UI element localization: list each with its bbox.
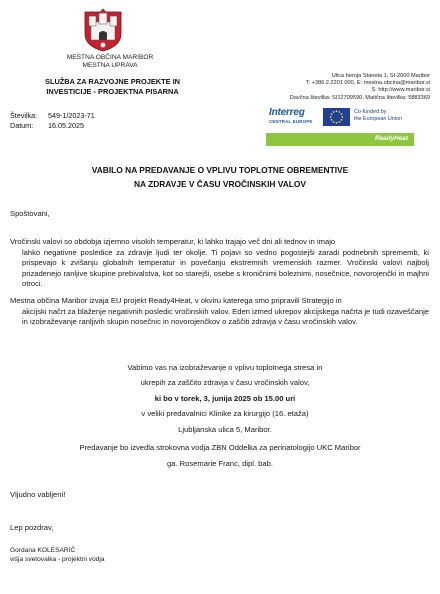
department-name (20, 77, 205, 96)
lecturer-line: Predavanje bo izvedla strokovna vodja ZBN Oddelka za perinatologijo UKC Maribor (79, 443, 361, 452)
document-meta (10, 111, 150, 130)
interreg-logo (266, 106, 318, 128)
dept-line: INVESTICIJE - PROJEKTNA PISARNA (46, 86, 179, 96)
readyheat-label: ReadyHeat (374, 135, 408, 142)
eu-flag-icon (323, 108, 350, 126)
org-line: MESTNA UPRAVA (82, 62, 138, 70)
lecturer-name: ga. Rosemarie Franc, dipl. bab. (167, 459, 273, 468)
invitation-line: ukrepih za zaščito zdravja v času vročinskih valov, (140, 378, 310, 388)
organization-name (40, 54, 180, 71)
interreg-subtitle: CENTRAL EUROPE (269, 119, 313, 124)
date-label: Datum: (10, 120, 34, 130)
paragraph-continuation: lahko negativne posledice za zdravje ljudi ter okolje. Ti pojavi so vedno pogostejši zaradi podnebnih sprememb, ki prispevajo k zvišanju globalnih temperatur in povečanju ekstremnih vremenskih razmer. Vročinski valovi najbolj prizadenejo ranljive skupine prebivalstva, kot so starejši, osebe s kroničnimi boleznimi, nosečnice, novorojenčki in majhni otroci. (22, 247, 429, 289)
paragraph-continuation: akcijski načrt za blaženje negativnih posledic vročinskih valov. Eden izmed ukrepov akcijskega načrta je tudi ozaveščanje in izobraževanje ranljivih skupin nosečnic in novorojenčkov o zaščiti zdravja v času vročinskih valov. (22, 306, 429, 327)
invitation-block (40, 360, 410, 437)
contact-tax-ids: Davčna številka: SI12709590, Matična številka: 5883369 (289, 94, 430, 101)
paragraph-first-line: Mestna občina Maribor izvaja EU projekt Ready4Heat, v okviru katerega smo pripravili Strategijo in (10, 296, 342, 305)
regards-line: Lep pozdrav, (10, 523, 54, 532)
number-value: 549-1/2023-71 (48, 111, 95, 120)
contact-phone-email: T: +386.2.2201 000, E: mestna.obcina@maribor.si (305, 80, 430, 87)
paragraph-heatwaves (10, 237, 429, 290)
interreg-wordmark: Interreg (269, 107, 305, 118)
document-number (10, 111, 150, 121)
invitation-title (30, 163, 410, 191)
signature-block (10, 547, 105, 564)
event-address: Ljubljanska ulica 5, Maribor. (178, 424, 272, 434)
event-date-time: ki bo v torek, 3, junija 2025 ob 15.00 uri (154, 393, 296, 403)
event-venue: v veliki predavalnici Klinike za kirurgijo (16. etaža) (141, 409, 309, 419)
dept-line: SLUŽBA ZA RAZVOJNE PROJEKTE IN (45, 77, 180, 86)
eu-line: the European Union (354, 116, 402, 122)
document-date (10, 121, 150, 131)
signatory-role: višja svetovalka - projektni vodja (10, 555, 105, 563)
funding-logos (266, 106, 414, 128)
org-line: MESTNA OBČINA MARIBOR (66, 54, 154, 61)
eu-cofunded-text (354, 109, 402, 123)
date-value: 16.05.2025 (48, 120, 84, 130)
closing-line: Vljudno vabljeni! (10, 490, 66, 499)
contact-info (240, 73, 430, 102)
title-line: NA ZDRAVJE V ČASU VROČINSKIH VALOV (133, 179, 306, 190)
paragraph-first-line: Vročinski valovi so obdobja izjemno visokih temperatur, ki lahko trajajo več dni ali tednov in imajo (10, 237, 336, 246)
paragraph-project (10, 296, 429, 328)
maribor-crest-logo (83, 8, 123, 52)
number-label: Številka: (10, 111, 38, 120)
eu-line: Co-funded by (354, 109, 387, 115)
readyheat-banner (266, 133, 414, 146)
contact-address: Ulica heroja Staneta 1, SI-2000 Maribor (331, 73, 430, 79)
signatory-name: Gordana KOLESARIČ (10, 547, 76, 554)
greeting: Spoštovani, (10, 209, 50, 218)
contact-website: S: http://www.maribor.si (371, 87, 430, 94)
lecturer-block (20, 440, 420, 472)
title-line: VABILO NA PREDAVANJE O VPLIVU TOPLOTNE OBREMENTIVE (91, 165, 349, 175)
invitation-line: Vabimo vas na izobraževanje o vplivu toplotnega stresa in (127, 363, 323, 372)
